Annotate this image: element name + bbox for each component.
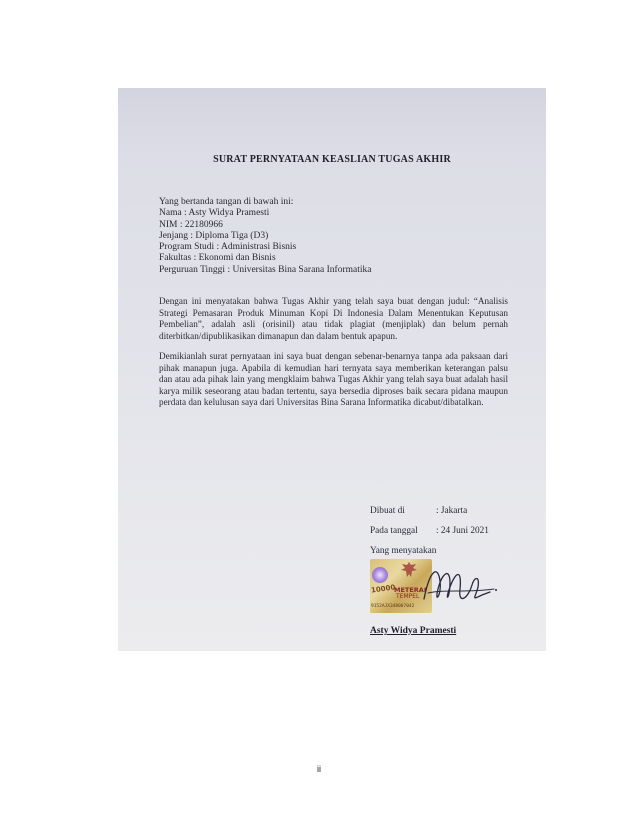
- place-line: [370, 506, 467, 516]
- stamp-and-signature: [370, 559, 500, 621]
- identity-name: Nama : Asty Widya Pramesti: [159, 208, 270, 219]
- hologram-icon: [372, 567, 388, 583]
- statement-paragraph: Dengan ini menyatakan bahwa Tugas Akhir yang telah saya buat dengan judul: “Analisis Strategi Pemasaran Produk Minuman Kopi Di Indonesia Dalam Menentukan Keputusan Pembelian”, adalah asli (orisinil) atau tidak plagiat (menjiplak) dan belum pernah diterbitkan/dipublikasikan dimanapun dan dalam bentuk apapun.: [159, 296, 508, 341]
- date-value: : 24 Juni 2021: [436, 526, 489, 536]
- closing-paragraph: Demikianlah surat pernyataan ini saya buat dengan sebenar-benarnya tanpa ada paksaan dari pihak manapun juga. Apabila di kemudian hari ternyata saya memberikan keterangan palsu dan atau ada pihak lain yang mengklaim bahwa Tugas Akhir yang telah saya buat adalah hasil karya milik seseorang atau badan tertentu, saya bersedia diproses baik secara pidana maupun perdata dan kelulusan saya dari Universitas Bina Sarana Informatika dicabut/dibatalkan.: [159, 351, 508, 408]
- stamp-amount: 10000: [370, 583, 396, 595]
- identity-level: Jenjang : Diploma Tiga (D3): [159, 230, 269, 241]
- identity-university: Perguruan Tinggi : Universitas Bina Sarana Informatika: [159, 264, 372, 275]
- date-label: Pada tanggal: [370, 526, 418, 536]
- page-number: ii: [317, 764, 321, 774]
- handwritten-signature: [416, 559, 500, 617]
- identity-program: Program Studi : Administrasi Bisnis: [159, 242, 297, 253]
- stamp-label-meterai: METERAI: [394, 586, 427, 594]
- document-title: SURAT PERNYATAAN KEASLIAN TUGAS AKHIR: [213, 154, 451, 165]
- signer-name: Asty Widya Pramesti: [370, 626, 457, 636]
- place-label: Dibuat di: [370, 506, 405, 516]
- identity-nim: NIM : 22180966: [159, 219, 223, 230]
- scanned-document: [118, 88, 546, 651]
- date-line: [370, 526, 489, 536]
- place-value: : Jakarta: [436, 506, 468, 516]
- stamp-label-tempel: TEMPEL: [396, 593, 420, 600]
- identity-block: [159, 197, 372, 276]
- identity-faculty: Fakultas : Ekonomi dan Bisnis: [159, 253, 276, 264]
- intro-line: Yang bertanda tangan di bawah ini:: [159, 197, 294, 207]
- stamp-serial: 9152AJX348007042: [371, 604, 415, 609]
- statement-label: Yang menyatakan: [370, 546, 437, 556]
